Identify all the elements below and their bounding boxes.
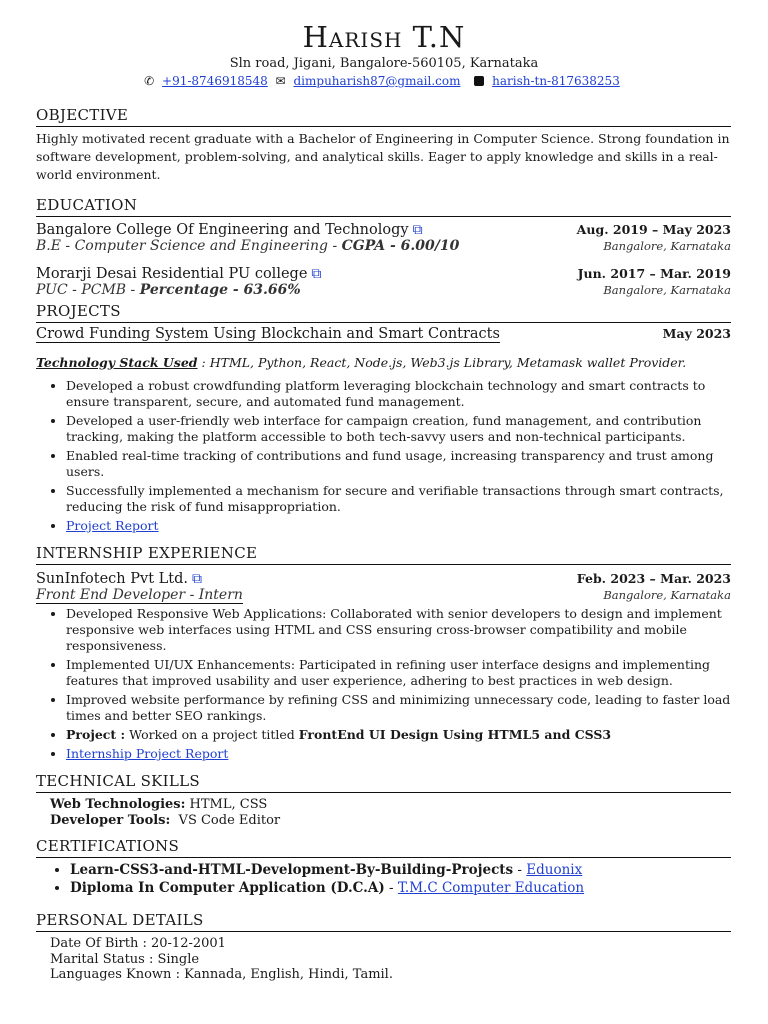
cert-name: Diploma In Computer Application (D.C.A) bbox=[70, 880, 385, 896]
resume-header bbox=[0, 0, 768, 88]
dob: Date Of Birth : 20-12-2001 bbox=[50, 936, 226, 951]
degree: B.E - Computer Science and Engineering - bbox=[36, 238, 342, 254]
list-item: • Developed a robust crowdfunding platform leveraging blockchain technology and smart contracts to ensure transparent, secure, and automated fund management. bbox=[66, 378, 731, 410]
skill-row-tools bbox=[50, 813, 731, 829]
personal-details bbox=[36, 936, 731, 983]
projects-heading: PROJECTS bbox=[36, 302, 731, 323]
skills-list bbox=[36, 797, 731, 829]
education-location: Bangalore, Karnataka bbox=[603, 239, 731, 253]
phone-icon: ✆ bbox=[144, 74, 155, 88]
education-item bbox=[36, 219, 731, 254]
linkedin-link[interactable]: harish-tn-817638253 bbox=[492, 74, 620, 88]
school-name: Bangalore College Of Engineering and Technology bbox=[36, 222, 409, 238]
tools-value: VS Code Editor bbox=[170, 813, 281, 828]
skill-row-web bbox=[50, 797, 731, 813]
list-item bbox=[66, 518, 731, 534]
web-label: Web Technologies: bbox=[50, 797, 186, 812]
web-value: HTML, CSS bbox=[185, 797, 268, 812]
project-date: May 2023 bbox=[662, 326, 731, 341]
address: Sln road, Jigani, Bangalore-560105, Karnataka bbox=[229, 56, 539, 71]
separator: - bbox=[384, 880, 398, 896]
list-item bbox=[70, 861, 731, 879]
tools-label: Developer Tools: bbox=[50, 813, 171, 828]
cert-name: Learn-CSS3-and-HTML-Development-By-Building-Projects bbox=[70, 862, 514, 878]
education-heading: EDUCATION bbox=[36, 196, 731, 217]
list-item bbox=[66, 746, 731, 762]
separator: - bbox=[513, 862, 527, 878]
project-bullets bbox=[36, 378, 731, 534]
cert-provider-link[interactable]: Eduonix bbox=[526, 862, 583, 878]
school-name: Morarji Desai Residential PU college bbox=[36, 266, 308, 282]
candidate-name: Harish T.N bbox=[302, 20, 466, 54]
cert-provider-link[interactable]: T.M.C Computer Education bbox=[397, 880, 585, 896]
project-header bbox=[36, 326, 731, 343]
list-item bbox=[66, 727, 731, 743]
personal-heading: PERSONAL DETAILS bbox=[36, 911, 731, 932]
list-item: • Developed Responsive Web Applications: Collaborated with senior developers to design and implement responsive web interfaces using HTML and CSS ensuring cross-browser compatibility and mobile responsiveness. bbox=[66, 606, 731, 654]
score: Percentage - 63.66% bbox=[139, 282, 301, 298]
list-item: • Enabled real-time tracking of contributions and fund usage, increasing transparency and trust among users. bbox=[66, 448, 731, 480]
internship-subheader bbox=[36, 587, 731, 604]
project-label: Project : bbox=[66, 727, 126, 742]
external-link-icon[interactable]: ⧉ bbox=[191, 571, 202, 587]
internship-report-link[interactable]: Internship Project Report bbox=[66, 746, 229, 761]
list-item: • Implemented UI/UX Enhancements: Participated in refining user interface designs and implementing features that improved usability and user experience, adhering to best practices in web design. bbox=[66, 657, 731, 689]
external-link-icon[interactable]: ⧉ bbox=[311, 266, 322, 282]
internship-header bbox=[36, 568, 731, 587]
certifications-list bbox=[36, 861, 731, 897]
tech-stack-value: : HTML, Python, React, Node.js, Web3.js Library, Metamask wallet Provider. bbox=[197, 355, 687, 370]
company-name: SunInfotech Pvt Ltd. bbox=[36, 571, 188, 587]
project-title: FrontEnd UI Design Using HTML5 and CSS3 bbox=[298, 727, 612, 742]
internship-dates: Feb. 2023 – Mar. 2023 bbox=[576, 571, 731, 586]
internship-location: Bangalore, Karnataka bbox=[603, 588, 731, 602]
email-link[interactable]: dimpuharish87@gmail.com bbox=[293, 74, 461, 88]
phone-link[interactable]: +91-8746918548 bbox=[162, 74, 268, 88]
degree: PUC - PCMB - bbox=[36, 282, 140, 298]
envelope-icon: ✉ bbox=[275, 74, 286, 88]
project-name: Crowd Funding System Using Blockchain and Smart Contracts bbox=[36, 326, 500, 342]
project-text: Worked on a project titled bbox=[125, 727, 299, 742]
tech-stack bbox=[36, 355, 731, 370]
internship-heading: INTERNSHIP EXPERIENCE bbox=[36, 544, 731, 565]
internship-bullets bbox=[36, 606, 731, 762]
list-item: • Developed a user-friendly web interface for campaign creation, fund management, and contribution tracking, making the platform accessible to both tech-savvy users and non-technical participants. bbox=[66, 413, 731, 445]
objective-text: Highly motivated recent graduate with a Bachelor of Engineering in Computer Science. Strong foundation in software development, problem-solving, and analytical skills. Eager to apply knowledge and skills in a real-world environment. bbox=[36, 131, 730, 182]
list-item: • Improved website performance by refining CSS and minimizing unnecessary code, leading to faster load times and better SEO rankings. bbox=[66, 692, 731, 724]
linkedin-icon bbox=[474, 76, 484, 86]
tech-stack-label: Technology Stack Used bbox=[36, 355, 198, 370]
education-dates: Aug. 2019 – May 2023 bbox=[576, 222, 731, 237]
score: CGPA - 6.00/10 bbox=[341, 238, 460, 254]
project-report-link[interactable]: Project Report bbox=[66, 518, 159, 533]
list-item: • Successfully implemented a mechanism for secure and verifiable transactions through smart contracts, reducing the risk of fund misappropriation. bbox=[66, 483, 731, 515]
resume-body bbox=[36, 96, 731, 983]
external-link-icon[interactable]: ⧉ bbox=[412, 222, 423, 238]
marital-status: Marital Status : Single bbox=[50, 951, 200, 967]
objective-heading: OBJECTIVE bbox=[36, 106, 731, 127]
list-item bbox=[70, 879, 731, 897]
education-location: Bangalore, Karnataka bbox=[603, 283, 731, 297]
education-dates: Jun. 2017 – Mar. 2019 bbox=[577, 266, 731, 281]
education-item bbox=[36, 263, 731, 298]
certifications-heading: CERTIFICATIONS bbox=[36, 837, 731, 858]
skills-heading: TECHNICAL SKILLS bbox=[36, 772, 731, 793]
contact-line bbox=[0, 74, 768, 88]
languages: Languages Known : Kannada, English, Hindi, Tamil. bbox=[50, 967, 393, 982]
internship-role: Front End Developer - Intern bbox=[36, 587, 243, 603]
